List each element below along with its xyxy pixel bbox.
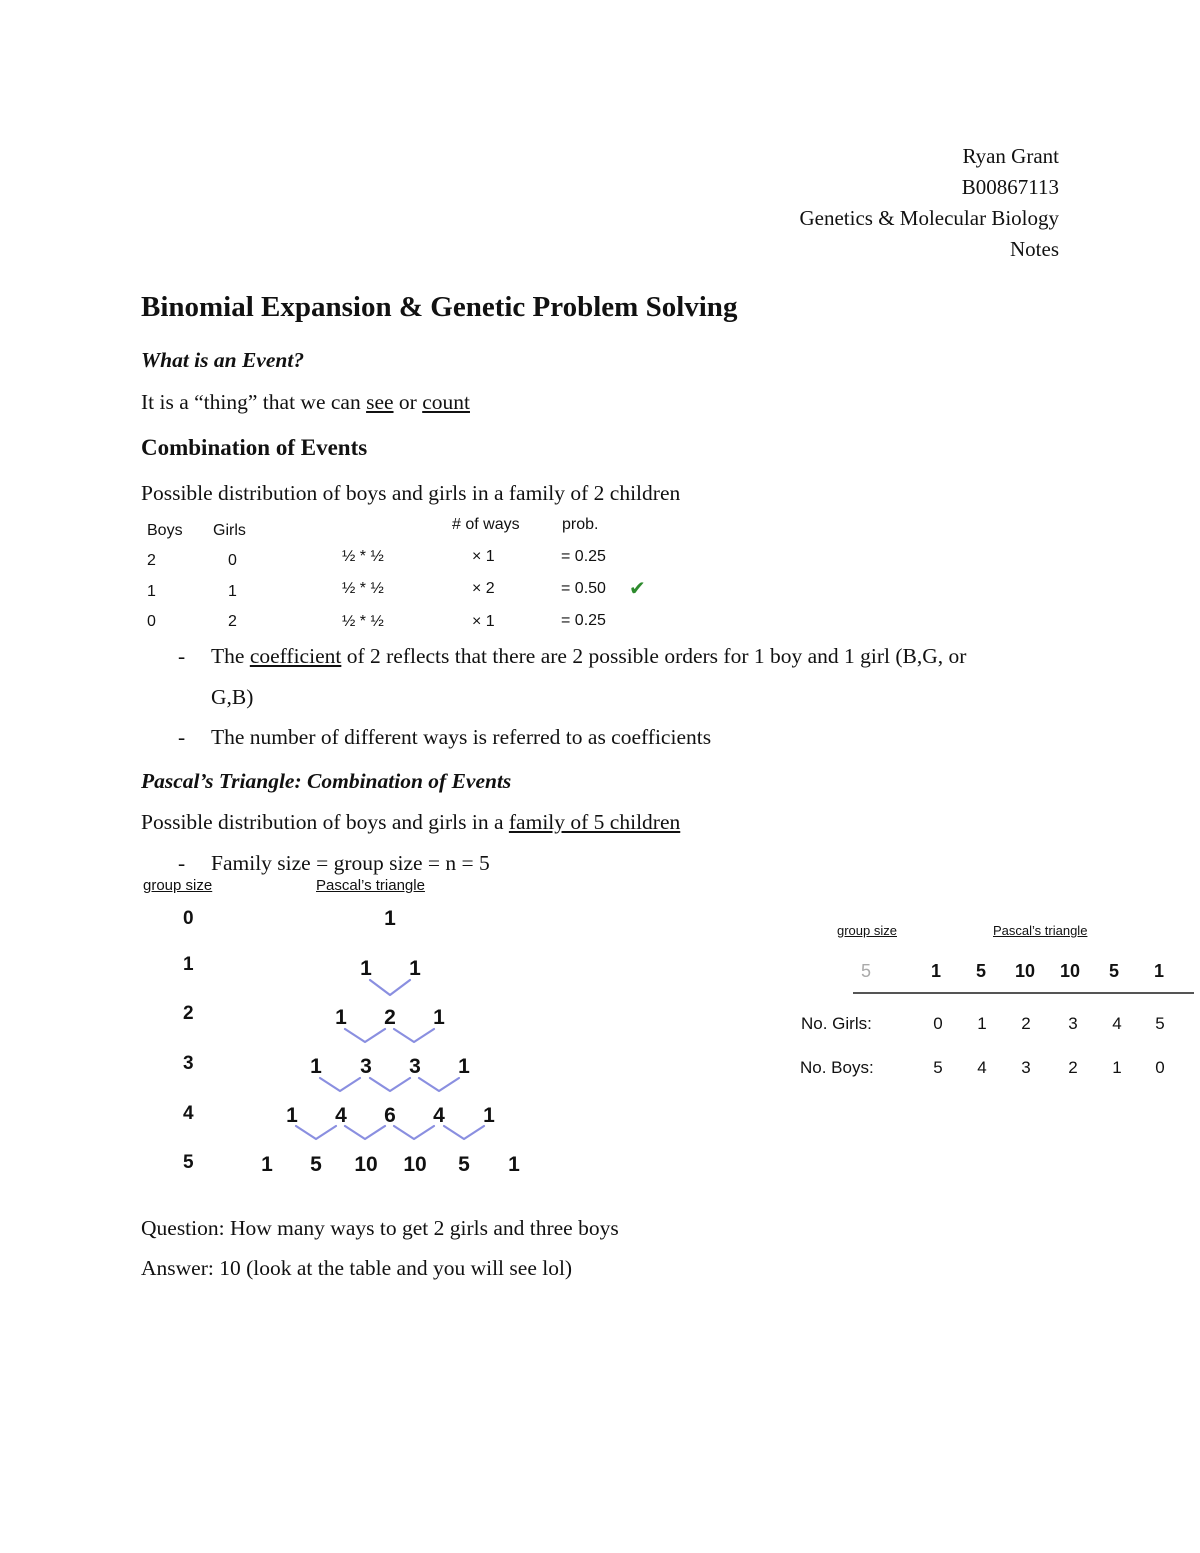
group-size-label: group size — [143, 877, 213, 894]
boys-count: 5 — [933, 1058, 943, 1077]
chevron-icon — [419, 1078, 459, 1091]
event-text-mid: or — [393, 390, 423, 414]
row-ways: × 1 — [472, 613, 495, 630]
group-size-value: 4 — [183, 1103, 194, 1124]
family-size-bullet: Family size = group size = n = 5 — [211, 851, 490, 875]
event-text-pre: It is a “thing” that we can — [141, 390, 367, 414]
chevron-icon — [345, 1126, 385, 1139]
boys-count: 0 — [1155, 1058, 1165, 1077]
pascal-number: 5 — [310, 1153, 322, 1176]
chevron-icon — [444, 1126, 484, 1139]
chevron-icon — [394, 1029, 434, 1042]
right-pascal-triangle-label: Pascal’s triangle — [993, 923, 1088, 938]
right-pascal-value: 10 — [1014, 961, 1036, 981]
row-ways: × 2 — [472, 580, 495, 597]
question-text: Question: How many ways to get 2 girls and three boys — [141, 1216, 619, 1240]
table-header-girls: Girls — [213, 522, 246, 539]
pascal-number: 1 — [335, 1006, 347, 1029]
table-header-boys: Boys — [147, 522, 183, 539]
pascal-number: 1 — [458, 1055, 470, 1078]
pascal-triangle-label: Pascal’s triangle — [316, 877, 425, 894]
group-size-value: 3 — [183, 1053, 194, 1074]
boys-count: 3 — [1021, 1058, 1031, 1077]
group-size-value: 1 — [183, 954, 194, 975]
pascal-number: 1 — [433, 1006, 445, 1029]
row-prob: = 0.50 — [561, 580, 606, 597]
bullet1-pre: The — [211, 644, 250, 668]
pascal-heading: Pascal’s Triangle: Combination of Events — [141, 769, 512, 793]
pascal-number: 10 — [354, 1153, 378, 1176]
girls-count: 5 — [1155, 1014, 1165, 1033]
bullet-ways: The number of different ways is referred to as coefficients — [211, 725, 712, 749]
row-boys: 1 — [147, 583, 156, 600]
pascal-number: 1 — [483, 1104, 495, 1127]
row-calc: ½ * ½ — [342, 580, 384, 597]
pascal-number: 3 — [409, 1055, 421, 1078]
pascal-number: 1 — [409, 957, 421, 980]
pascal-number: 5 — [458, 1153, 470, 1176]
answer-text: Answer: 10 (look at the table and you will see lol) — [141, 1256, 573, 1280]
boys-count: 4 — [977, 1058, 987, 1077]
pascal-number: 1 — [508, 1153, 520, 1176]
group-size-value: 0 — [183, 908, 194, 929]
chevron-icon — [296, 1126, 336, 1139]
row-prob: = 0.25 — [561, 548, 606, 565]
group-size-value: 2 — [183, 1003, 194, 1024]
bullet-dash: - — [178, 851, 186, 875]
coefficient-term: coefficient — [249, 644, 342, 668]
row-ways: × 1 — [472, 548, 495, 565]
chevron-icon — [320, 1078, 360, 1091]
pascal-number: 1 — [384, 907, 396, 930]
girls-count: 0 — [933, 1014, 943, 1033]
table-header-ways: # of ways — [452, 516, 520, 533]
pascal-number: 1 — [286, 1104, 298, 1127]
right-group-size-label: group size — [837, 923, 897, 938]
boys-count: 2 — [1068, 1058, 1078, 1077]
row-girls: 2 — [228, 613, 237, 630]
row-girls: 1 — [228, 583, 237, 600]
pascal-number: 1 — [261, 1153, 273, 1176]
girls-count: 3 — [1068, 1014, 1078, 1033]
bullet-coefficient-cont: G,B) — [211, 685, 254, 709]
row-girls: 0 — [228, 552, 237, 569]
bullet-dash: - — [178, 725, 186, 749]
combination-intro: Possible distribution of boys and girls in a family of 2 children — [141, 481, 681, 505]
row-calc: ½ * ½ — [342, 613, 384, 630]
event-word-see: see — [366, 390, 394, 414]
pascal-intro-pre: Possible distribution of boys and girls in a — [141, 810, 509, 834]
chevron-icon — [370, 1078, 410, 1091]
pascal-number: 2 — [384, 1006, 396, 1029]
row-calc: ½ * ½ — [342, 548, 384, 565]
boys-count: 1 — [1112, 1058, 1122, 1077]
row-prob: = 0.25 — [561, 612, 606, 629]
girls-row-label: No. Girls: — [801, 1014, 872, 1033]
table-header-prob: prob. — [562, 516, 599, 533]
right-pascal-value: 1 — [930, 961, 942, 981]
pascal-number: 1 — [360, 957, 372, 980]
doc-type: Notes — [1010, 237, 1059, 261]
bullet-dash: - — [178, 644, 186, 668]
right-group-size-value: 5 — [860, 961, 872, 981]
right-pascal-value: 5 — [1108, 961, 1120, 981]
girls-count: 2 — [1021, 1014, 1031, 1033]
event-word-count: count — [422, 390, 470, 414]
chevron-icon — [394, 1126, 434, 1139]
page-title: Binomial Expansion & Genetic Problem Solving — [141, 291, 738, 323]
pascal-number: 3 — [360, 1055, 372, 1078]
pascal-number: 1 — [310, 1055, 322, 1078]
pascal-number: 10 — [403, 1153, 427, 1176]
event-heading: What is an Event? — [141, 348, 305, 372]
row-boys: 0 — [147, 613, 156, 630]
pascal-number: 4 — [433, 1104, 445, 1127]
chevron-icon — [345, 1029, 385, 1042]
pascal-number: 6 — [384, 1104, 396, 1127]
girls-count: 1 — [977, 1014, 987, 1033]
course-name: Genetics & Molecular Biology — [799, 206, 1059, 230]
family-of-5-link: family of 5 children — [508, 810, 681, 834]
girls-count: 4 — [1112, 1014, 1122, 1033]
right-pascal-value: 5 — [975, 961, 987, 981]
combination-heading: Combination of Events — [141, 435, 368, 460]
boys-row-label: No. Boys: — [800, 1058, 874, 1077]
bullet1-post: of 2 reflects that there are 2 possible orders for 1 boy and 1 girl (B,G, or — [341, 644, 967, 668]
right-pascal-value: 10 — [1059, 961, 1081, 981]
chevron-icon — [370, 980, 410, 995]
student-id: B00867113 — [961, 175, 1059, 199]
row-boys: 2 — [147, 552, 156, 569]
author-name: Ryan Grant — [962, 144, 1059, 168]
pascal-number: 4 — [335, 1104, 347, 1127]
check-icon: ✔ — [629, 576, 646, 600]
group-size-value: 5 — [183, 1152, 194, 1173]
right-pascal-value: 1 — [1153, 961, 1165, 981]
